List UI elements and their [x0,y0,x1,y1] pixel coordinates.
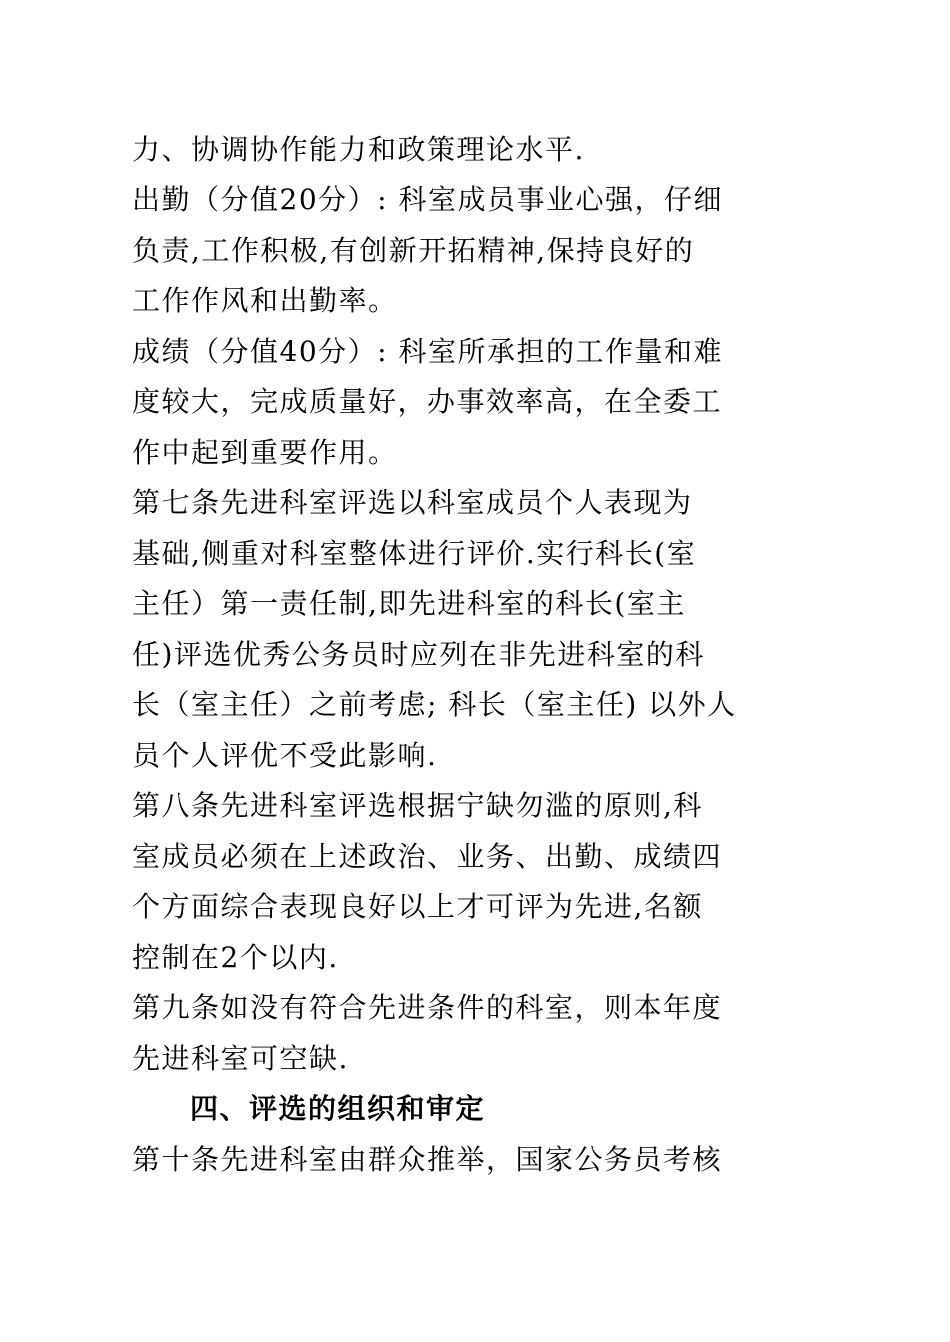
text-line: 先进科室可空缺. [132,1042,349,1075]
text-line: 力、协调协作能力和政策理论水平. [132,133,585,166]
text-line: 第七条先进科室评选以科室成员个人表现为 [132,486,693,519]
text-line: 度较大，完成质量好，办事效率高，在全委工 [132,385,723,418]
text-line: 出勤（分值20分）: 科室成员事业心强，仔细 [132,183,723,216]
text-line: 成绩（分值40分）: 科室所承担的工作量和难 [132,335,723,368]
text-line: 工作作风和出勤率。 [132,284,398,317]
text-line: 室成员必须在上述政治、业务、出勤、成绩四 [132,840,723,873]
text-line: 长（室主任）之前考虑; 科长（室主任) 以外人 [132,688,737,721]
text-line: 负责,工作积极,有创新开拓精神,保持良好的 [132,234,695,267]
text-line: 第十条先进科室由群众推举，国家公务员考核 [132,1143,723,1176]
text-line: 主任）第一责任制,即先进科室的科长(室主 [132,587,686,620]
text-line: 员个人评优不受此影响. [132,739,438,772]
section-heading: 四、评选的组织和审定 [190,1092,486,1125]
text-line: 控制在2个以内. [132,941,339,974]
text-line: 作中起到重要作用。 [132,436,398,469]
text-line: 个方面综合表现良好以上才可评为先进,名额 [132,890,703,923]
text-line: 第八条先进科室评选根据宁缺勿滥的原则,科 [132,789,703,822]
text-line: 第九条如没有符合先进条件的科室，则本年度 [132,991,723,1024]
text-line: 任)评选优秀公务员时应列在非先进科室的科 [132,638,705,671]
text-line: 基础,侧重对科室整体进行评价.实行科长(室 [132,537,697,570]
